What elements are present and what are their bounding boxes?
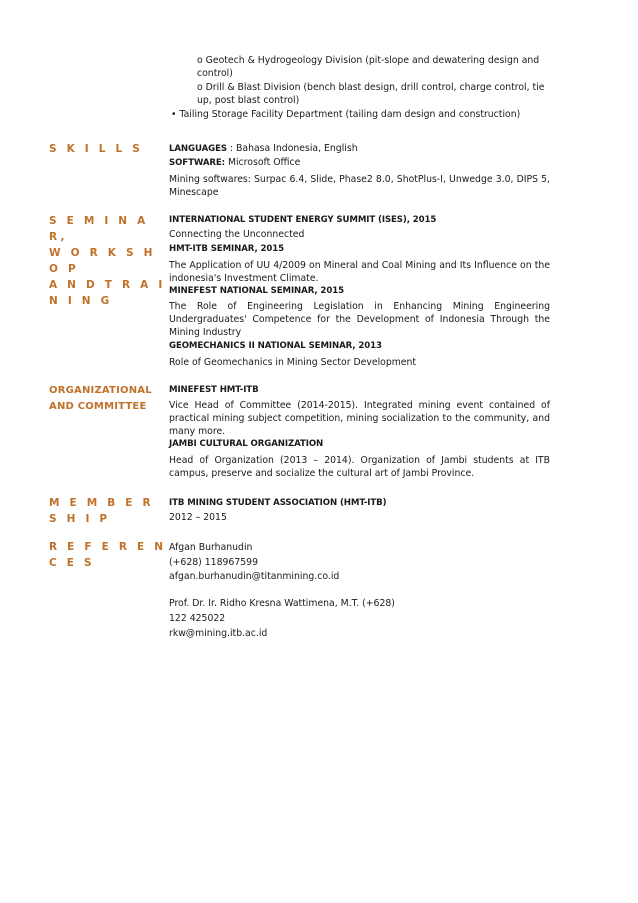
seminar-label-line-3: A N D T R A I N I N G: [49, 279, 166, 307]
seminar-title: HMT-ITB SEMINAR, 2015: [169, 244, 285, 254]
bullet-tailing-storage: • Tailing Storage Facility Department (tailing dam design and construction): [171, 109, 521, 120]
seminar-description: The Role of Engineering Legislation in Enhancing Mining Engineering Undergraduates' Competence for the Development of Indonesia Through the Mining Industry: [169, 301, 550, 338]
skills-mining-software: Mining softwares: Surpac 6.4, Slide, Phase2 8.0, ShotPlus-I, Unwedge 3.0, DIPS 5, Minescape: [169, 174, 550, 198]
seminar-description: The Application of UU 4/2009 on Mineral and Coal Mining and Its Influence on the indonesia's Investment Climate.: [169, 260, 550, 284]
seminar-description: Connecting the Unconnected: [169, 229, 305, 240]
membership-years: 2012 – 2015: [169, 512, 227, 523]
references-section-label: R E F E R E N C E S: [49, 541, 167, 569]
sub-bullet-geotech: o Geotech & Hydrogeology Division (pit-slope and dewatering design and control): [197, 55, 540, 79]
org-title: JAMBI CULTURAL ORGANIZATION: [169, 439, 324, 449]
software-value: Microsoft Office: [225, 157, 301, 168]
skills-software: [169, 156, 550, 170]
membership-section-label: M E M B E R S H I P: [49, 497, 154, 525]
sub-bullet-drill-blast: o Drill & Blast Division (bench blast design, drill control, charge control, tie up, post blast control): [197, 82, 545, 106]
software-label: SOFTWARE:: [169, 158, 225, 168]
organizational-section-label: [49, 383, 169, 415]
seminar-description: Role of Geomechanics in Mining Sector Development: [169, 357, 417, 368]
org-label-line-1: ORGANIZATIONAL: [49, 385, 152, 396]
org-title: MINEFEST HMT-ITB: [169, 385, 259, 395]
reference-1-email: afgan.burhanudin@titanmining.co.id: [169, 571, 340, 582]
reference-1-phone: (+628) 118967599: [169, 557, 258, 568]
seminar-title: INTERNATIONAL STUDENT ENERGY SUMMIT (ISES), 2015: [169, 215, 437, 225]
seminar-label-line-2: W O R K S H O P: [49, 247, 156, 275]
seminar-title: GEOMECHANICS II NATIONAL SEMINAR, 2013: [169, 341, 382, 351]
membership-title: ITB MINING STUDENT ASSOCIATION (HMT-ITB): [169, 498, 387, 508]
reference-2-phone: 122 425022: [169, 613, 226, 624]
org-label-line-2: AND COMMITTEE: [49, 401, 147, 412]
skills-section-label: S K I L L S: [49, 143, 144, 155]
org-description: Head of Organization (2013 – 2014). Organization of Jambi students at ITB campus, preserve and socialize the cultural art of Jambi Province.: [169, 455, 550, 479]
skills-languages: [169, 142, 550, 156]
seminar-title: MINEFEST NATIONAL SEMINAR, 2015: [169, 286, 344, 296]
org-description: Vice Head of Committee (2014-2015). Integrated mining event contained of practical mining subject competition, mining socialization to the community, and many more.: [169, 400, 550, 437]
reference-1-name: Afgan Burhanudin: [169, 542, 253, 553]
languages-value: : Bahasa Indonesia, English: [226, 143, 358, 154]
seminar-label-line-1: S E M I N A R,: [49, 215, 149, 243]
reference-2-email: rkw@mining.itb.ac.id: [169, 628, 268, 639]
reference-2-name: Prof. Dr. Ir. Ridho Kresna Wattimena, M.T. (+628): [169, 598, 395, 609]
languages-label: LANGUAGES: [169, 144, 227, 154]
seminar-section-label: [49, 213, 169, 309]
